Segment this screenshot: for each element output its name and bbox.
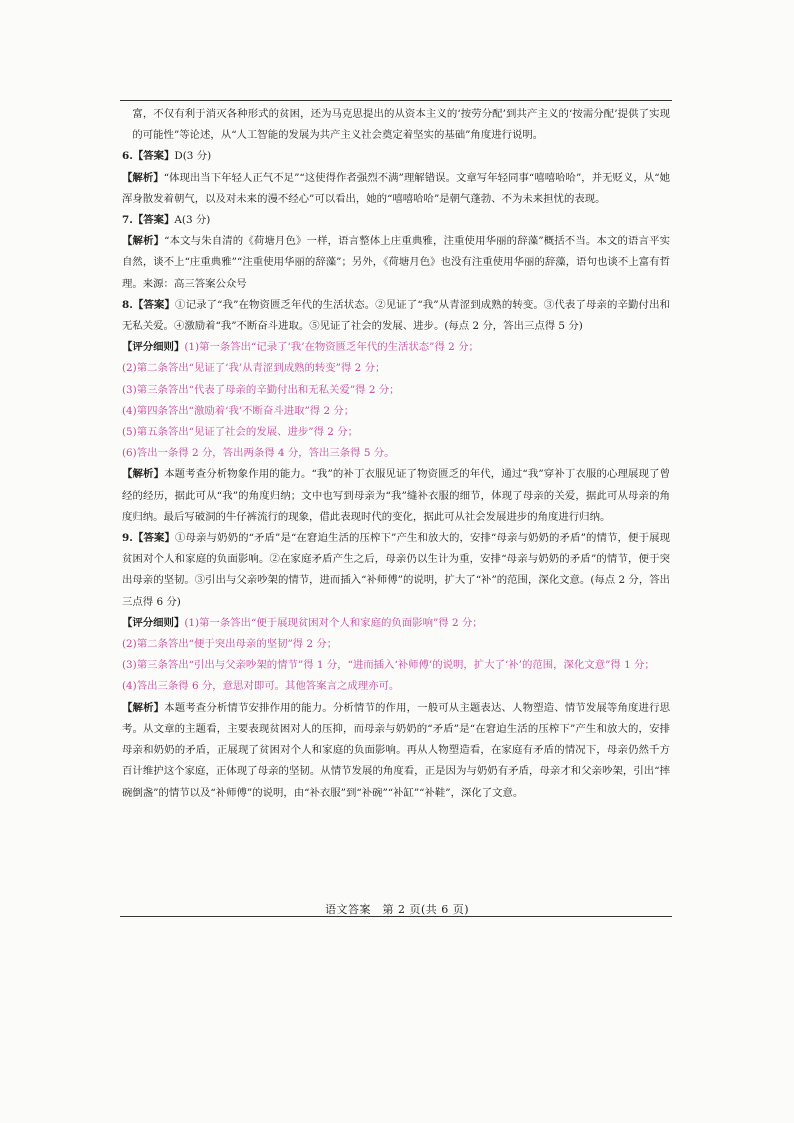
paragraph-text: (1)第一条答出“记录了‘我’在物资匮乏年代的生活状态”得 2 分； xyxy=(184,341,479,354)
answer-paragraph xyxy=(122,698,670,804)
paragraph-text: (5)第五条答出“见证了社会的发展、进步”得 2 分； xyxy=(122,426,358,439)
scoring-rule-line xyxy=(122,358,670,379)
paragraph-text: (3)第三条答出“代表了母亲的辛勤付出和无私关爱”得 2 分； xyxy=(122,383,400,396)
scoring-rule-line xyxy=(122,337,670,358)
paragraph-text: (4)答出三条得 6 分，意思对即可。其他答案言之成理亦可。 xyxy=(122,680,400,693)
paragraph-text: D(3 分) xyxy=(174,150,212,163)
answer-paragraph xyxy=(122,168,670,210)
answer-paragraph xyxy=(122,231,670,295)
paragraph-text: (2)第二条答出“见证了‘我’从青涩到成熟的转变”得 2 分； xyxy=(122,362,386,375)
header-rule xyxy=(120,100,672,101)
paragraph-label: 【解析】 xyxy=(122,701,165,714)
answer-content xyxy=(122,104,670,804)
paragraph-text: 本题考查分析物象作用的能力。“我”的补丁衣服见证了物资匮乏的年代，通过“我”穿补丁衣服的心理展现了曾经的经历，据此可从“我”的角度归纳；文中也写到母亲为“我”缝补衣服的细节，体现了母亲的关爱，据此可从母亲的角度归纳。最后写破洞的牛仔裤流行的现象，借此表现时代的变化，据此可从社会发展进步的角度进行归纳。 xyxy=(122,468,670,523)
paragraph-label: 【解析】 xyxy=(122,468,165,481)
answer-paragraph xyxy=(122,104,670,146)
paragraph-text: (3)第三条答出“引出与父亲吵架的情节”得 1 分，“进而插入‘补师傅’的说明，扩大了‘补’的范围，深化文意”得 1 分； xyxy=(122,659,655,672)
paragraph-text: “体现出当下年轻人正气不足”“这使得作者强烈不满”理解错误。文章写年轻同事“嘻嘻哈哈”，并无贬义，从“她浑身散发着朝气，以及对未来的漫不经心”可以看出，她的“嘻嘻哈哈”是朝气蓬勃、不为未来担忧的表现。 xyxy=(122,171,670,205)
answer-paragraph xyxy=(122,295,670,337)
scoring-rule-line xyxy=(122,655,670,676)
scoring-rule-line xyxy=(122,380,670,401)
paragraph-label: 6.【答案】 xyxy=(122,150,175,163)
paragraph-text: (2)第二条答出“便于突出母亲的坚韧”得 2 分； xyxy=(122,638,338,651)
paragraph-label: 7.【答案】 xyxy=(122,214,175,227)
scoring-rule-line xyxy=(122,443,670,464)
answer-paragraph xyxy=(122,210,670,231)
answer-paragraph xyxy=(122,464,670,528)
scoring-rule-line xyxy=(122,676,670,697)
page-footer: 语文答案 第 2 页(共 6 页) xyxy=(324,903,470,916)
paragraph-text: (1)第一条答出“便于展现贫困对个人和家庭的负面影响”得 2 分； xyxy=(184,616,483,629)
paragraph-label: 【解析】 xyxy=(122,171,164,184)
paragraph-text: (6)答出一条得 2 分，答出两条得 4 分，答出三条得 5 分。 xyxy=(122,447,395,460)
paragraph-label: 【评分细则】 xyxy=(122,616,185,629)
paragraph-text: (4)第四条答出“激励着‘我’不断奋斗进取”得 2 分； xyxy=(122,404,355,417)
answer-paragraph xyxy=(122,146,670,167)
scoring-rule-line xyxy=(122,422,670,443)
paragraph-text: 本题考查分析情节安排作用的能力。分析情节的作用，一般可从主题表达、人物塑造、情节发展等角度进行思考。从文章的主题看，主要表现贫困对人的压抑，而母亲与奶奶的“矛盾”是“在窘迫生活的压榨下”产生和放大的，安排母亲和奶奶的矛盾，正展现了贫困对个人和家庭的负面影响。再从人物塑造看，在家庭有矛盾的情况下，母亲仍然千方百计维护这个家庭，正体现了母亲的坚韧。从情节发展的角度看，正是因为与奶奶有矛盾，母亲才和父亲吵架，引出“摔碗倒盏”的情节以及“补师傅”的说明，由“补衣服”到“补碗”“补缸”“补鞋”，深化了文意。 xyxy=(122,701,671,799)
scoring-rule-line xyxy=(122,613,670,634)
paragraph-text: ①记录了“我”在物资匮乏年代的生活状态。②见证了“我”从青涩到成熟的转变。③代表了母亲的辛勤付出和无私关爱。④激励着“我”不断奋斗进取。⑤见证了社会的发展、进步。(每点 2 分，答出三点得 5 分) xyxy=(122,298,670,333)
scoring-rule-line xyxy=(122,401,670,422)
paragraph-text: A(3 分) xyxy=(174,214,211,227)
paragraph-text: “本文与朱自清的《荷塘月色》一样，语言整体上庄重典雅，注重使用华丽的辞藻”概括不当。本文的语言平实自然，谈不上“庄重典雅”“注重使用华丽的辞藻”；另外，《荷塘月色》也没有注重使用华丽的辞藻，语句也谈不上富有哲理。来源：高三答案公众号 xyxy=(122,235,670,290)
paragraph-text: ①母亲与奶奶的“矛盾”是“在窘迫生活的压榨下”产生和放大的，安排“母亲与奶奶的矛盾”的情节，便于展现贫困对个人和家庭的负面影响。②在家庭矛盾产生之后，母亲仍以生计为重，安排“母亲与奶奶的矛盾”的情节，便于突出母亲的坚韧。③引出与父亲吵架的情节，进而插入“补师傅”的说明，扩大了“补”的范围，深化文意。(每点 2 分，答出三点得 6 分) xyxy=(122,532,670,608)
paragraph-text: 富，不仅有利于消灭各种形式的贫困，还为马克思提出的从资本主义的‘按劳分配’到共产主义的‘按需分配’提供了实现的可能性”等论述，从“人工智能的发展为共产主义社会奠定着坚实的基础”角度进行说明。 xyxy=(132,108,670,142)
scoring-rule-line xyxy=(122,634,670,655)
paragraph-label: 【评分细则】 xyxy=(122,341,185,354)
paragraph-label: 9.【答案】 xyxy=(122,532,176,545)
paragraph-label: 【解析】 xyxy=(122,235,165,248)
paragraph-label: 8.【答案】 xyxy=(122,298,176,311)
answer-paragraph xyxy=(122,528,670,613)
